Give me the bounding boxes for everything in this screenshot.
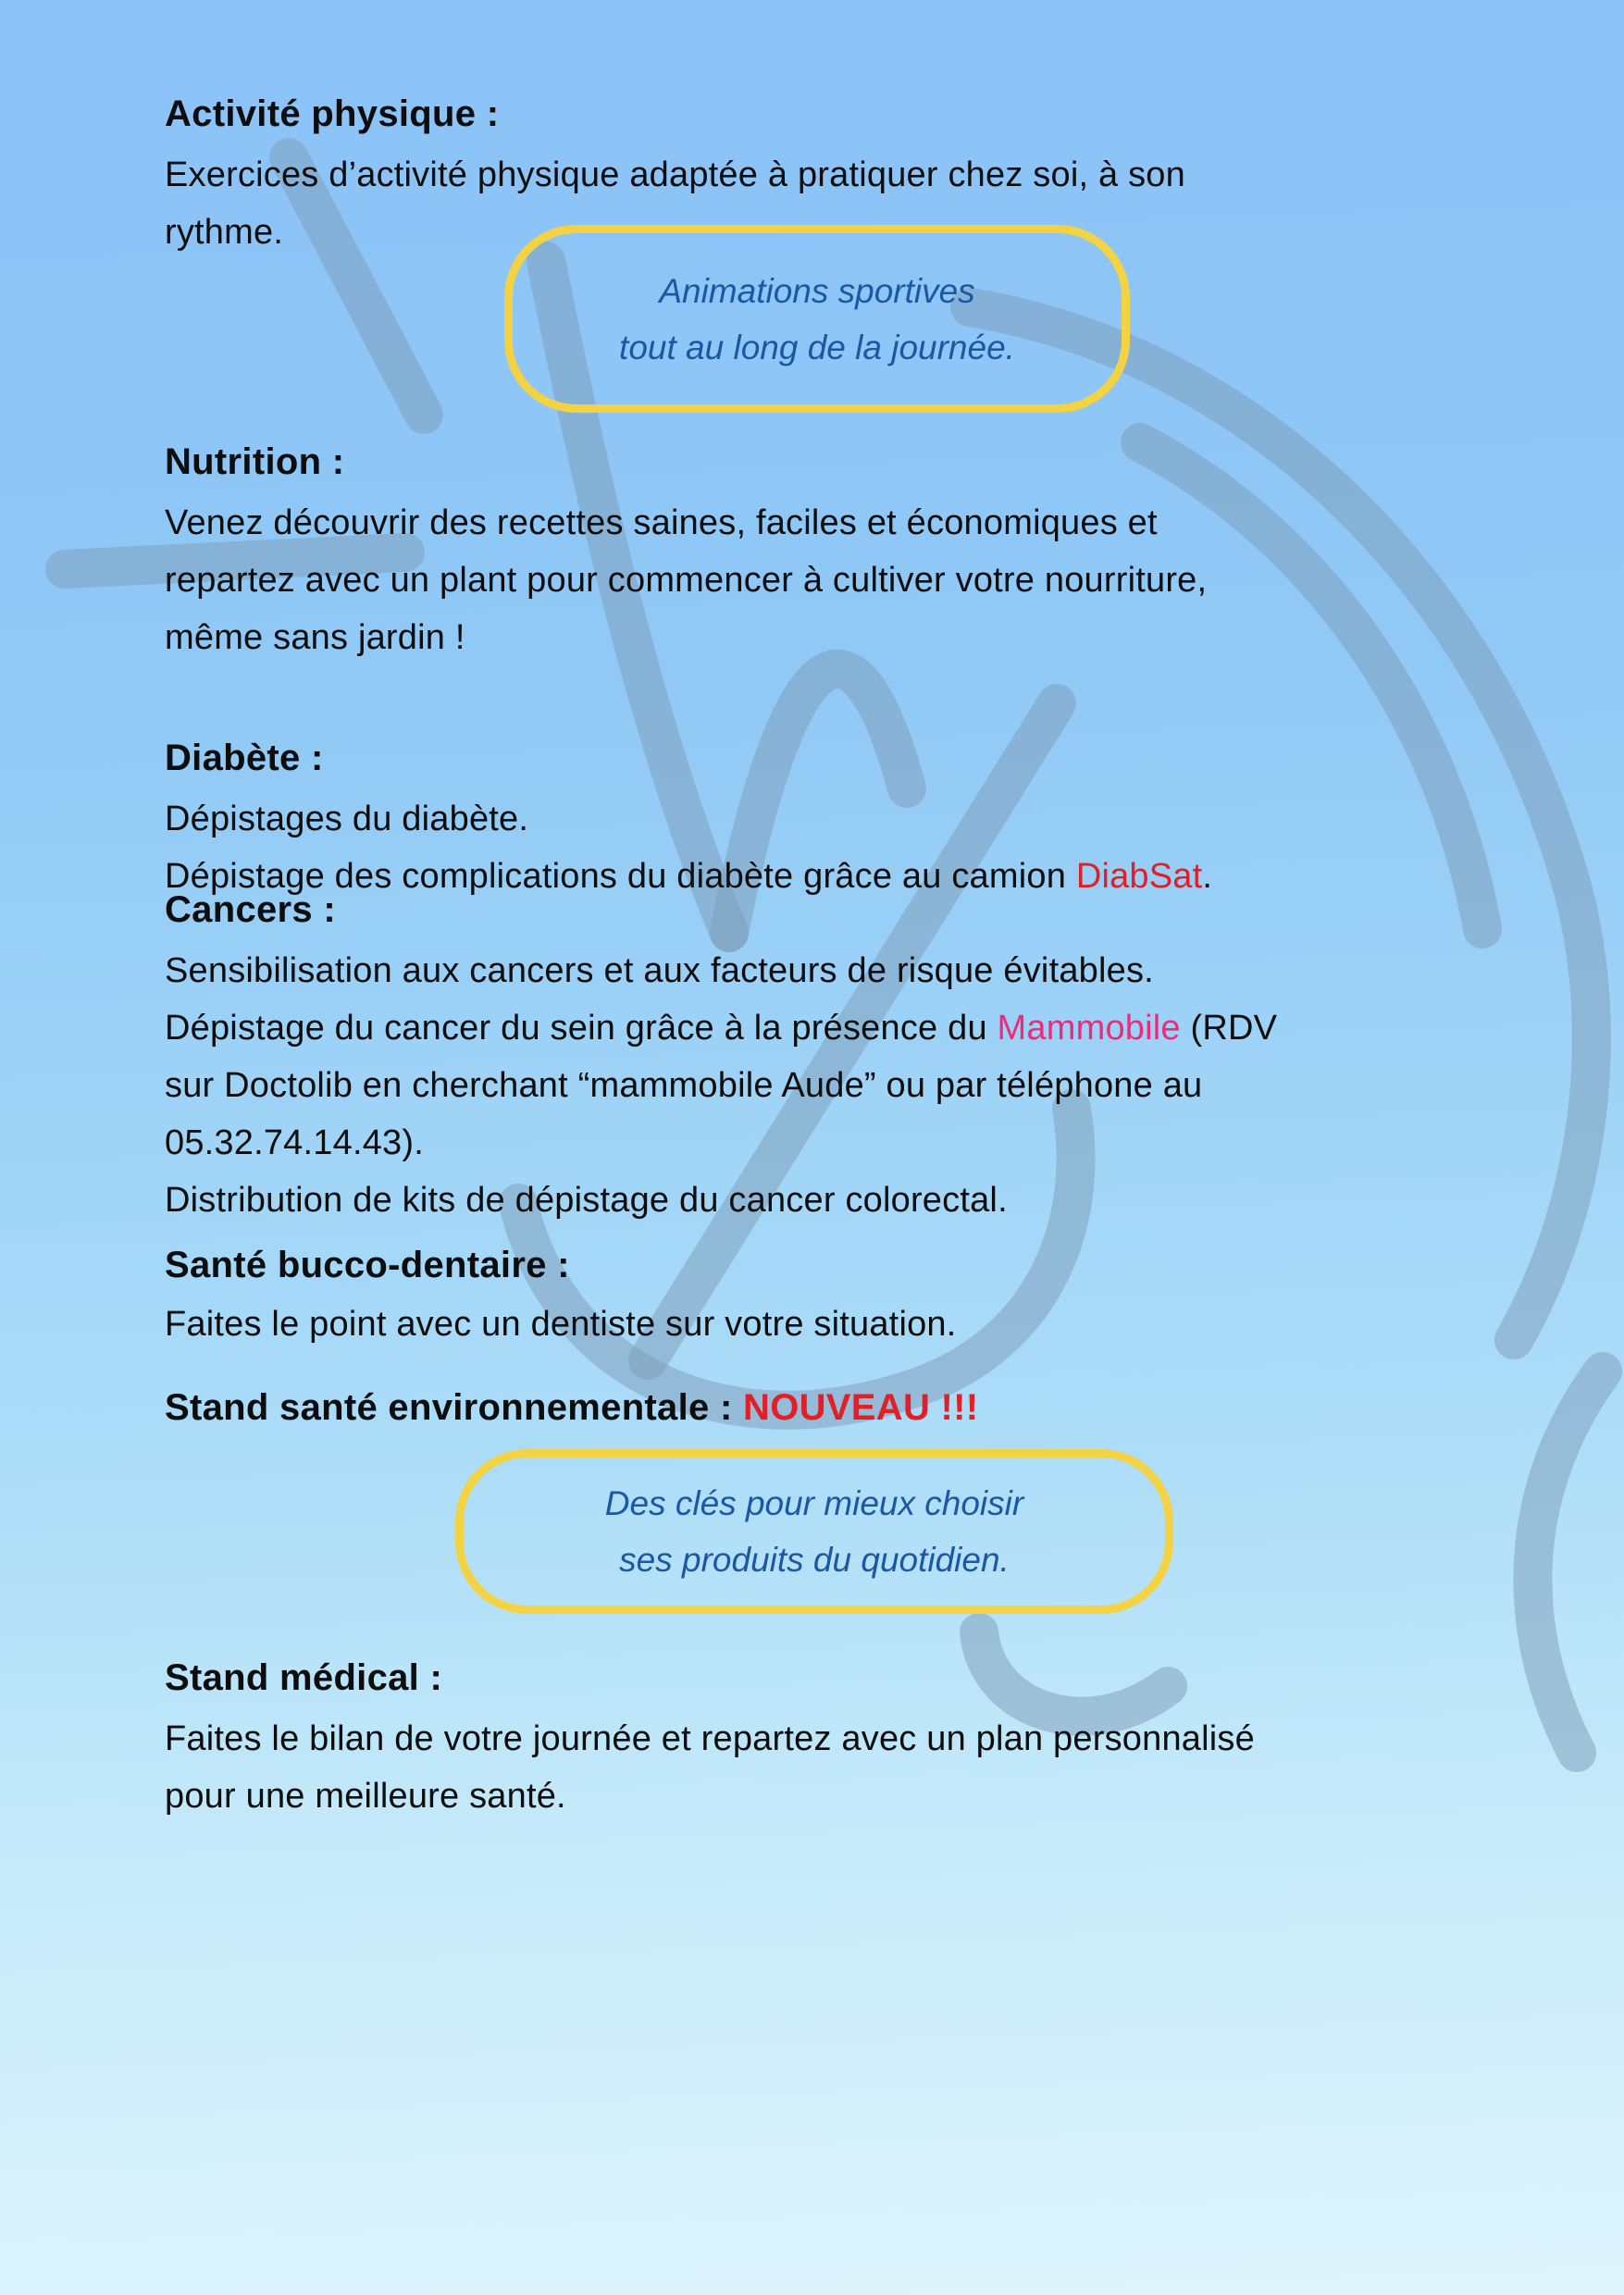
mammobile-brand: Mammobile: [997, 1009, 1181, 1048]
diabetes-line2-text: Dépistage des complications du diabète grâce au camion: [165, 857, 1076, 896]
section-diabetes-heading: Diabète :: [165, 738, 324, 778]
section-medical-line2: pour une meilleure santé.: [165, 1777, 566, 1816]
cancers-line2-post: (RDV: [1180, 1009, 1278, 1048]
section-diabetes-line1: Dépistages du diabète.: [165, 800, 529, 838]
section-cancers-line5: Distribution de kits de dépistage du cancer colorectal.: [165, 1181, 1008, 1220]
section-cancers-line2: [165, 999, 1277, 1057]
section-activity-line1: Exercices d’activité physique adaptée à pratiquer chez soi, à son: [165, 155, 1185, 194]
diabetes-line2-period: .: [1202, 857, 1213, 896]
section-medical-heading: Stand médical :: [165, 1657, 443, 1698]
diabsat-brand: DiabSat: [1075, 857, 1203, 896]
sports-bubble-line1: Animations sportives: [659, 271, 975, 310]
section-dental-line1: Faites le point avec un dentiste sur votre situation.: [165, 1305, 957, 1344]
section-dental-heading: Santé bucco-dentaire :: [165, 1245, 570, 1285]
section-cancers-line1: Sensibilisation aux cancers et aux facteurs de risque évitables.: [165, 951, 1154, 990]
environment-heading-text: Stand santé environnementale :: [165, 1387, 744, 1428]
section-cancers-heading: Cancers :: [165, 889, 337, 930]
nouveau-flag: NOUVEAU !!!: [743, 1387, 979, 1428]
section-environment-heading: [165, 1379, 978, 1436]
section-nutrition-line3: même sans jardin !: [165, 618, 465, 657]
section-activity-line2: rythme.: [165, 213, 284, 252]
cancers-line2-text: Dépistage du cancer du sein grâce à la présence du: [165, 1009, 998, 1048]
section-nutrition-heading: Nutrition :: [165, 441, 345, 482]
section-nutrition-line1: Venez découvrir des recettes saines, faciles et économiques et: [165, 503, 1158, 542]
env-bubble-line2: ses produits du quotidien.: [619, 1541, 1010, 1579]
section-cancers-line3: sur Doctolib en cherchant “mammobile Aude” ou par téléphone au: [165, 1066, 1203, 1105]
section-medical-line1: Faites le bilan de votre journée et repartez avec un plan personnalisé: [165, 1719, 1255, 1758]
env-bubble-line1: Des clés pour mieux choisir: [604, 1484, 1024, 1522]
sports-bubble-line2: tout au long de la journée.: [619, 328, 1015, 366]
section-activity-heading: Activité physique :: [165, 93, 500, 134]
env-bubble: [455, 1449, 1173, 1614]
section-nutrition-line2: repartez avec un plant pour commencer à cultiver votre nourriture,: [165, 561, 1208, 600]
section-cancers-line4: 05.32.74.14.43).: [165, 1123, 424, 1162]
sports-bubble: [504, 225, 1130, 413]
